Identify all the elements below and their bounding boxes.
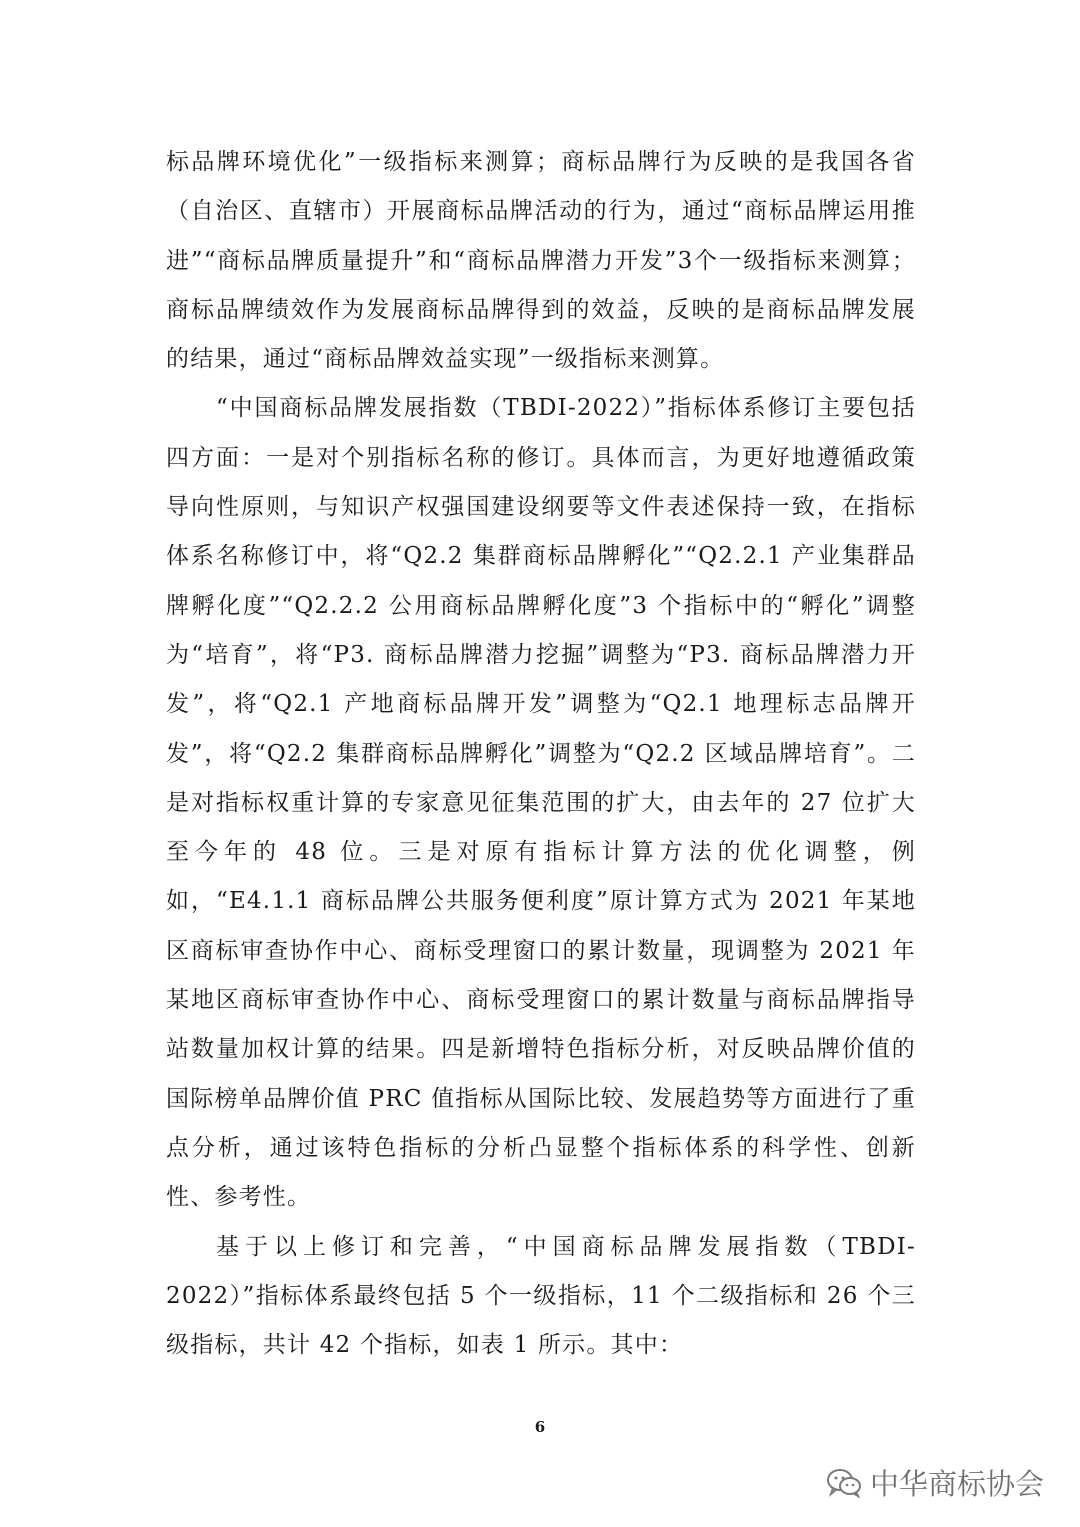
paragraph-summary: 基于以上修订和完善，“中国商标品牌发展指数（TBDI-2022）”指标体系最终包括 5 个一级指标，11 个二级指标和 26 个三级指标，共计 42 个指标，如表 1 所示。其中： xyxy=(166,1233,916,1359)
watermark-text: 中华商标协会 xyxy=(869,1467,1044,1501)
wechat-icon xyxy=(826,1468,862,1498)
body-text xyxy=(166,138,916,1370)
watermark xyxy=(826,1462,1044,1503)
page-number: 6 xyxy=(534,1418,546,1436)
paragraph-continuation: 标品牌环境优化”一级指标来测算；商标品牌行为反映的是我国各省（自治区、直辖市）开展商标品牌活动的行为，通过“商标品牌运用推进”“商标品牌质量提升”和“商标品牌潜力开发”3个一级指标来测算；商标品牌绩效作为发展商标品牌得到的效益，反映的是商标品牌发展的结果，通过“商标品牌效益实现”一级指标来测算。 xyxy=(166,149,916,373)
paragraph-revision: “中国商标品牌发展指数（TBDI-2022）”指标体系修订主要包括四方面：一是对个别指标名称的修订。具体而言，为更好地遵循政策导向性原则，与知识产权强国建设纲要等文件表述保持一致，在指标体系名称修订中，将“Q2.2 集群商标品牌孵化”“Q2.2.1 产业集群品牌孵化度”“Q2.2.2 公用商标品牌孵化度”3 个指标中的“孵化”调整为“培育”，将“P3. 商标品牌潜力挖掘”调整为“P3. 商标品牌潜力开发”，将“Q2.1 产地商标品牌开发”调整为“Q2.1 地理标志品牌开发”，将“Q2.2 集群商标品牌孵化”调整为“Q2.2 区域品牌培育”。二是对指标权重计算的专家意见征集范围的扩大，由去年的 27 位扩大至今年的 48 位。三是对原有指标计算方法的优化调整，例如，“E4.1.1 商标品牌公共服务便利度”原计算方式为 2021 年某地区商标审查协作中心、商标受理窗口的累计数量，现调整为 2021 年某地区商标审查协作中心、商标受理窗口的累计数量与商标品牌指导站数量加权计算的结果。四是新增特色指标分析，对反映品牌价值的国际榜单品牌价值 PRC 值指标从国际比较、发展趋势等方面进行了重点分析，通过该特色指标的分析凸显整个指标体系的科学性、创新性、参考性。 xyxy=(166,395,916,1211)
